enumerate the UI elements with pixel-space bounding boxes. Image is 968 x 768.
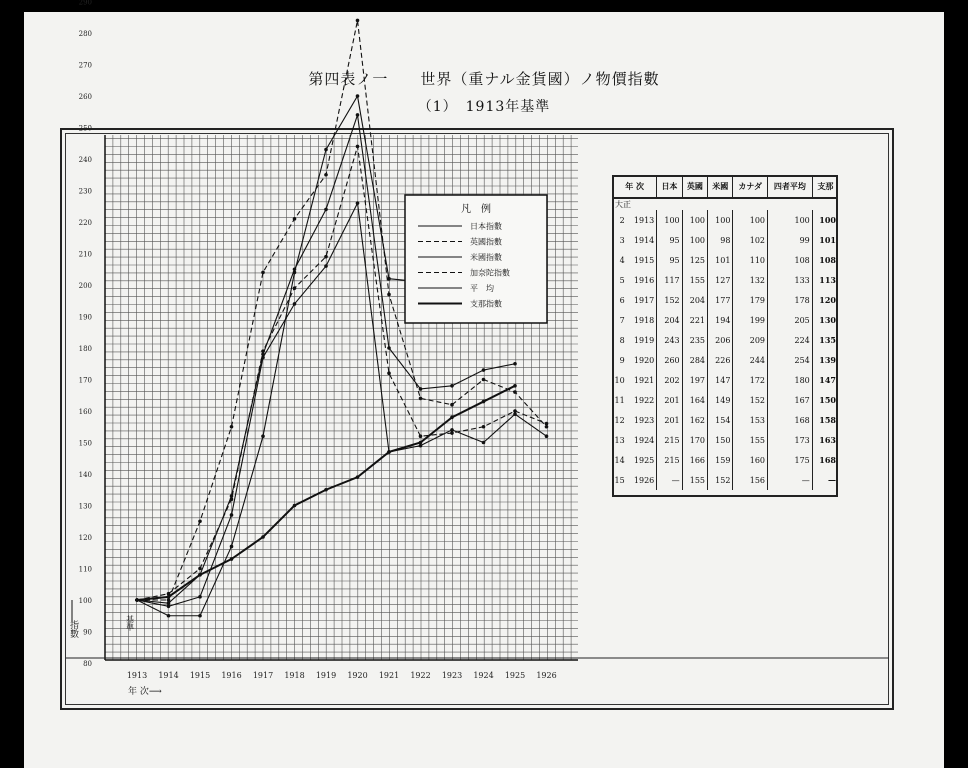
data-point [513,390,517,394]
table-cell: 154 [708,410,733,430]
table-cell: 243 [657,330,682,350]
table-cell: 100 [768,210,813,230]
x-tick-label: 1924 [473,671,494,680]
table-cell: 155 [733,430,768,450]
table-cell: 95 [657,230,682,250]
table-cell: 173 [768,430,813,450]
y-tick-label: 240 [78,156,92,164]
data-point [167,595,171,599]
data-point [293,217,297,221]
table-cell: 100 [682,230,707,250]
y-tick-label: 90 [83,628,92,637]
table-cell: — [812,470,838,490]
data-point [230,557,234,561]
table-cell: 158 [812,410,838,430]
x-axis-label: 年 次⟶ [128,687,162,697]
table-cell: 202 [657,370,682,390]
y-axis-label: 指數 [68,620,78,638]
data-point [419,434,423,438]
data-point [387,293,391,297]
legend-entry: 支那指數 [470,299,502,309]
table-cell: 14 [614,455,625,465]
table-cell: 1926 [633,475,655,485]
data-point [324,208,328,212]
table-cell: 147 [812,370,838,390]
data-point [387,346,391,350]
table-cell: 168 [768,410,813,430]
data-point [324,148,328,152]
table-cell: — [657,470,682,490]
table-cell: 167 [768,390,813,410]
table-cell: 95 [657,250,682,270]
table-row [613,250,839,270]
data-point [324,264,328,268]
table-row [613,450,839,470]
table-cell: 135 [812,330,838,350]
data-point [230,425,234,429]
table-cell: 194 [708,310,733,330]
table-cell: 159 [708,450,733,470]
table-row [613,350,839,370]
table-cell: 260 [657,350,682,370]
data-point [324,173,328,177]
table-cell: 204 [657,310,682,330]
data-point [167,605,171,609]
table-cell: 221 [682,310,707,330]
x-tick-label: 1926 [536,671,557,680]
y-tick-label: 120 [78,534,92,542]
data-point [513,412,517,416]
legend-title: 凡 例 [461,204,491,215]
table-row [613,210,839,230]
data-point [419,397,423,401]
data-point [198,573,202,577]
table-cell: 180 [768,370,813,390]
y-tick-label: 200 [78,282,92,290]
data-point [198,519,202,523]
table-cell: 197 [682,370,707,390]
table-cell: 201 [657,390,682,410]
x-tick-label: 1913 [126,671,148,680]
table-cell: 226 [708,350,733,370]
x-tick-label: 1916 [221,671,242,680]
table-cell: 11 [614,395,625,405]
table-cell: 100 [812,210,838,230]
data-point [482,400,486,404]
x-tick-label: 1920 [347,671,368,680]
table-cell: 113 [812,270,838,290]
table-cell: 1919 [633,335,655,345]
data-point [198,595,202,599]
table-cell: 206 [708,330,733,350]
table-cell: 4 [619,255,625,265]
table-cell: 152 [733,390,768,410]
data-point [356,94,360,98]
data-point [261,535,265,539]
table-cell: 120 [812,290,838,310]
data-point [135,598,139,602]
y-tick-label: 160 [78,408,92,416]
table-row [613,330,839,350]
x-tick-label: 1914 [158,671,179,680]
data-point [419,444,423,448]
table-cell: 152 [657,290,682,310]
data-point [356,145,360,149]
table-cell: 1924 [633,435,655,445]
table-cell: 100 [657,210,682,230]
x-tick-label: 1917 [252,671,274,680]
y-tick-label: 250 [78,124,92,133]
x-tick-label: 1922 [410,671,431,680]
table-cell: 254 [768,350,813,370]
data-point [261,434,265,438]
table-cell: 3 [619,235,625,245]
table-cell: 175 [768,450,813,470]
y-tick-label: 180 [78,345,92,353]
table-cell: 170 [682,430,707,450]
table-cell: 199 [733,310,768,330]
data-point [324,488,328,492]
table-cell: 215 [657,430,682,450]
table-cell: 1918 [633,315,655,325]
data-point [356,19,360,23]
data-point [545,425,549,429]
table-cell: 9 [619,355,625,365]
table-row [613,430,839,450]
table-cell: 100 [708,210,733,230]
x-tick-label: 1919 [315,671,337,680]
y-tick-label: 210 [78,250,92,259]
y-tick-label: 190 [78,313,92,322]
table-cell: 150 [708,430,733,450]
x-tick-label: 1925 [504,671,526,680]
y-tick-label: 290 [78,0,92,7]
x-tick-label: 1918 [284,671,305,680]
table-header-row [613,175,839,198]
y-tick-label: 130 [78,502,92,511]
data-point [356,475,360,479]
table-cell: 224 [768,330,813,350]
table-cell: 155 [682,270,707,290]
table-cell: 110 [733,250,768,270]
table-cell: 99 [768,230,813,250]
table-cell: 162 [682,410,707,430]
table-header-cell: 米國 [708,175,733,198]
y-tick-label: 270 [78,61,92,70]
base-label: 基準 [125,615,135,631]
table-cell: 284 [682,350,707,370]
data-point [482,441,486,445]
table-header-cell: 支那 [812,175,838,198]
legend-entry: 米國指數 [470,253,502,262]
table-header-cell: カナダ [733,175,768,198]
table-cell: 166 [682,450,707,470]
table-cell: — [768,470,813,490]
table-cell: 156 [733,470,768,490]
table-cell: 147 [708,370,733,390]
data-point [324,255,328,259]
table-cell: 108 [812,250,838,270]
y-tick-label: 260 [78,93,92,101]
table-row [613,370,839,390]
x-tick-label: 1921 [378,671,400,680]
data-point [513,384,517,388]
table-cell: 1916 [633,275,655,285]
table-era-row [613,198,839,210]
table-cell: 150 [812,390,838,410]
table-cell: 178 [768,290,813,310]
data-point [356,201,360,205]
table-cell: 204 [682,290,707,310]
table-cell: 10 [614,375,625,385]
y-tick-label: 80 [83,660,92,668]
table-header-cell: 年 次 [613,175,657,198]
table-cell: 1920 [633,355,655,365]
y-tick-label: 220 [78,219,92,227]
data-point [261,271,265,275]
table-cell: 1913 [633,215,655,225]
data-point [482,425,486,429]
chart-title: 第四表ノ一 世界（重ナル金貨國）ノ物價指數 [308,70,660,88]
table-cell: 163 [812,430,838,450]
table-cell: 7 [619,315,625,325]
table-cell: 215 [657,450,682,470]
y-tick-label: 100 [78,597,92,605]
y-tick-label: 140 [78,471,92,479]
table-cell: 160 [733,450,768,470]
data-point [450,428,454,432]
table-cell: 1915 [633,255,655,265]
table-header-cell: 四者平均 [768,175,813,198]
data-point [198,567,202,571]
chart-subtitle: （1） 1913年基準 [417,99,551,115]
y-tick-label: 110 [78,565,92,574]
data-point [293,504,297,508]
table-cell: 1914 [633,235,655,245]
table-cell: 13 [614,435,625,445]
table-cell: 201 [657,410,682,430]
data-point [230,513,234,517]
data-point [167,614,171,618]
y-tick-label: 150 [78,439,92,448]
data-point [419,387,423,391]
data-point [450,384,454,388]
table-cell: 15 [614,475,625,485]
table-cell: 164 [682,390,707,410]
y-tick-label: 280 [78,30,92,38]
table-cell: 1922 [633,395,655,405]
table-cell: 6 [619,295,625,305]
data-point [293,302,297,306]
data-point [545,422,549,426]
table-cell: 205 [768,310,813,330]
data-point [387,450,391,454]
table-cell: 152 [708,470,733,490]
table-body [613,198,839,490]
data-point [482,378,486,382]
x-tick-label: 1923 [441,671,463,680]
data-point [387,371,391,375]
table-cell: 149 [708,390,733,410]
legend-entry: 加奈陀指數 [470,268,510,278]
table-cell: 153 [733,410,768,430]
table-cell: 100 [733,210,768,230]
table-cell: 244 [733,350,768,370]
table-cell: 1917 [633,295,655,305]
legend-entry: 英國指數 [470,237,502,247]
y-tick-label: 230 [78,187,92,196]
table-row [613,310,839,330]
y-tick-label: 170 [78,376,92,385]
table-cell: 12 [614,415,625,425]
table-cell: 100 [682,210,707,230]
table-cell: 132 [733,270,768,290]
table-cell: 8 [619,335,625,345]
table-cell: 139 [812,350,838,370]
x-tick-label: 1915 [189,671,211,680]
table-cell: 102 [733,230,768,250]
era-label: 大正 [613,198,839,210]
table-cell: 168 [812,450,838,470]
table-row [613,290,839,310]
table-cell: 1925 [633,455,655,465]
data-point [419,441,423,445]
data-point [230,494,234,498]
table-row [613,390,839,410]
data-point [167,601,171,605]
table-cell: 125 [682,250,707,270]
data-point [167,598,171,602]
data-point [261,353,265,357]
table-cell: 155 [682,470,707,490]
data-point [450,416,454,420]
table-cell: 127 [708,270,733,290]
data-table [612,175,838,490]
table-cell: 209 [733,330,768,350]
table-header-cell: 英國 [682,175,707,198]
data-point [513,362,517,366]
data-point [293,267,297,271]
data-point [293,286,297,290]
table-row [613,270,839,290]
table-row [613,230,839,250]
table-cell: 177 [708,290,733,310]
table-row [613,470,839,490]
table-cell: 133 [768,270,813,290]
table-cell: 235 [682,330,707,350]
table-cell: 117 [657,270,682,290]
data-point [356,113,360,117]
legend-entry: 平 均 [470,284,494,293]
table-cell: 172 [733,370,768,390]
table-cell: 101 [812,230,838,250]
table-cell: 1921 [633,375,655,385]
table-cell: 179 [733,290,768,310]
data-point [198,614,202,618]
table-cell: 98 [708,230,733,250]
table-header-cell: 日本 [657,175,682,198]
data-point [545,434,549,438]
data-point [450,431,454,435]
data-point [450,403,454,407]
data-point [230,545,234,549]
data-point [513,409,517,413]
table-cell: 2 [619,215,625,225]
table-cell: 130 [812,310,838,330]
legend-entry: 日本指數 [470,222,502,231]
table-cell: 5 [619,275,625,285]
data-point [482,368,486,372]
table-cell: 108 [768,250,813,270]
table-cell: 1923 [633,415,655,425]
table-row [613,410,839,430]
table-cell: 101 [708,250,733,270]
